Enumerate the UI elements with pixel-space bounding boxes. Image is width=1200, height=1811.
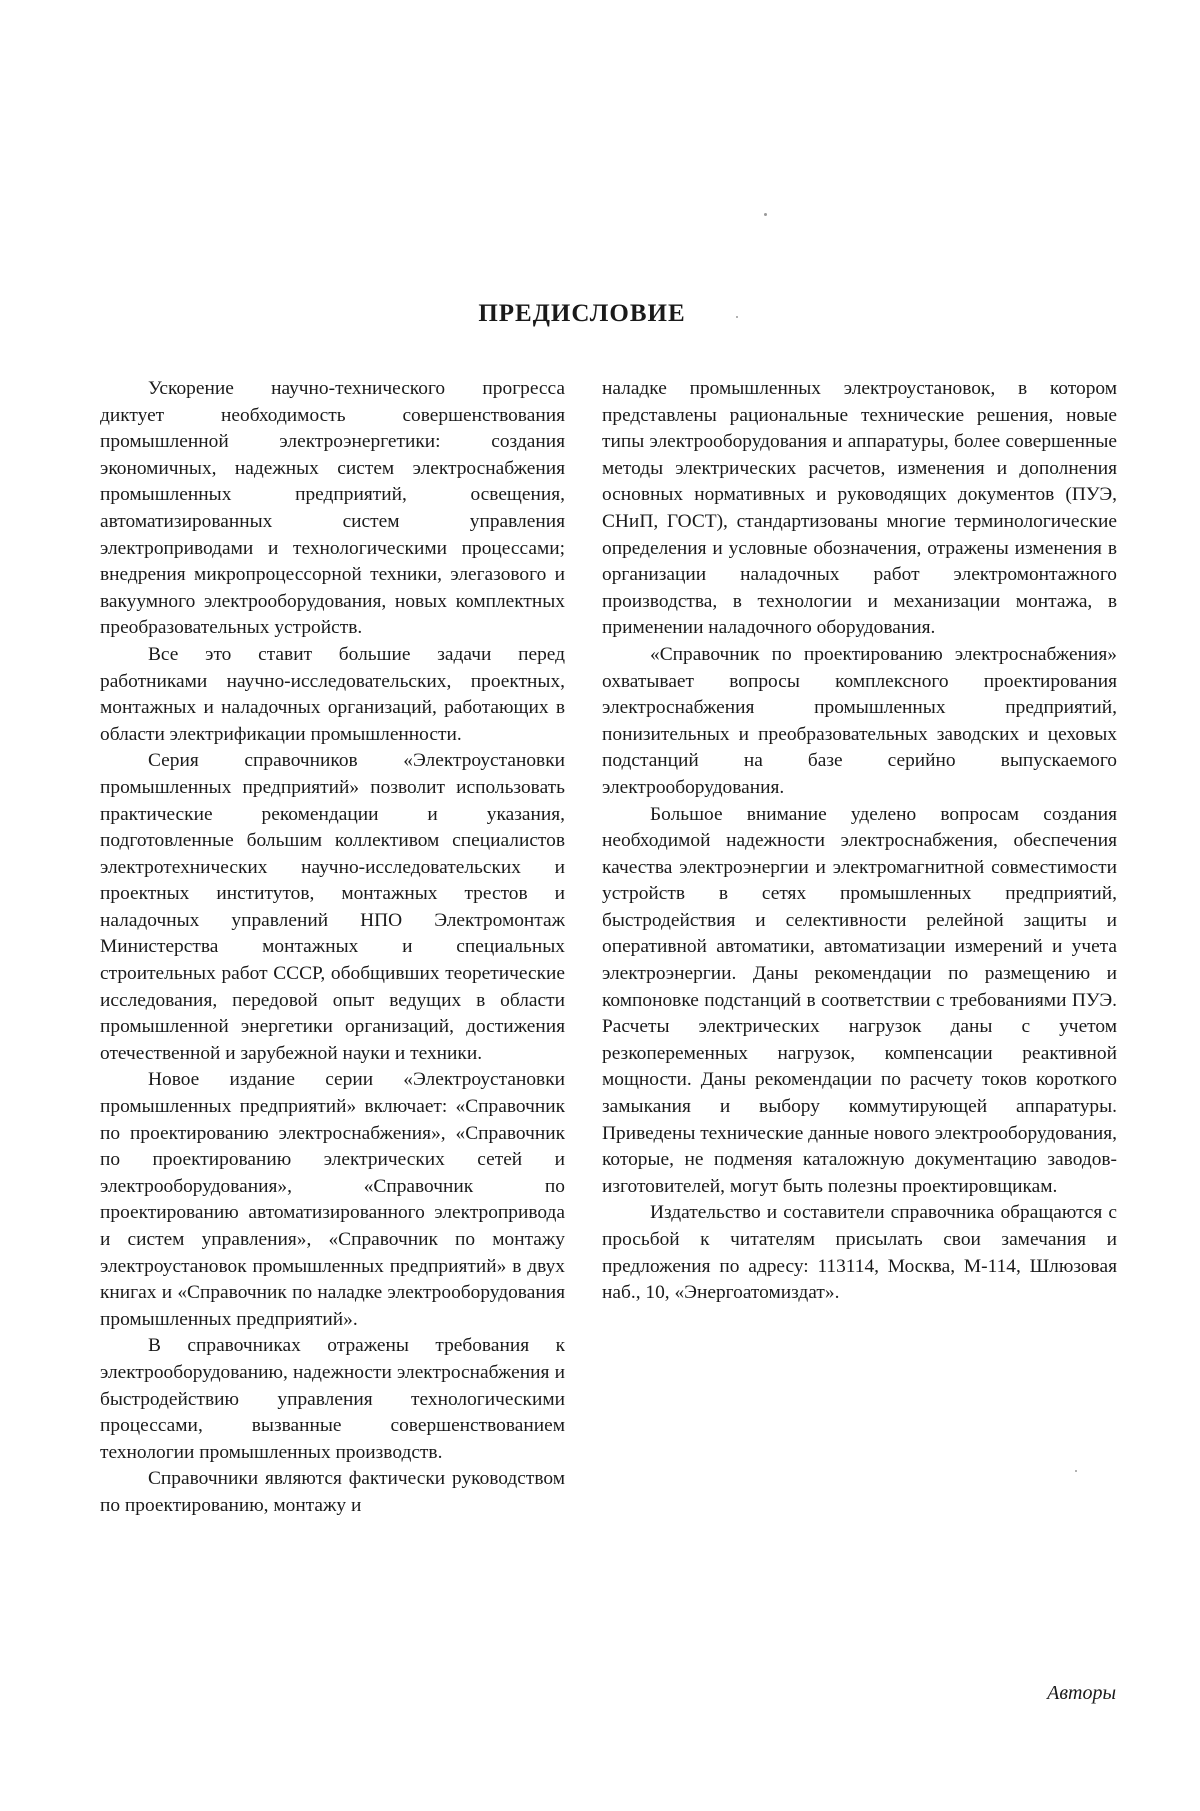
paragraph: В справочниках отражены требования к электрооборудованию, надежности электроснабжения и быстродействию управления технологическими процессами, вызванные совершенствованием технологии промышленных производств. — [100, 1335, 565, 1463]
right-column — [602, 376, 1117, 1307]
paragraph-continued: наладке промышленных электроустановок, в котором представлены рациональные технические решения, новые типы электрооборудования и аппаратуры, более совершенные методы электрических расчетов, изменения и дополнения основных нормативных и руководящих документов (ПУЭ, СНиП, ГОСТ), стандартизованы многие терминологические определения и условные обозначения, отражены изменения в организации наладочных работ электромонтажного производства, в технологии и механизации монтажа, в применении наладочного оборудования. — [602, 378, 1117, 639]
paragraph: Серия справочников «Электроустановки промышленных предприятий» позволит использовать практические рекомендации и указания, подготовленные большим коллективом специалистов электротехнических научно-исследовательских и проектных институтов, монтажных трестов и наладочных управлений НПО Электромонтаж Министерства монтажных и специальных строительных работ СССР, обобщивших теоретические исследования, передовой опыт ведущих в области промышленной энергетики организаций, достижения отечественной и зарубежной науки и техники. — [100, 750, 565, 1064]
scan-speck — [764, 213, 767, 216]
authors-signature: Авторы — [1047, 1682, 1116, 1704]
left-column — [100, 376, 565, 1520]
paragraph: «Справочник по проектированию электроснабжения» охватывает вопросы комплексного проектирования электроснабжения промышленных предприятий, понизительных и преобразовательных заводских и цеховых подстанций на базе серийно выпускаемого электрооборудования. — [602, 643, 1117, 798]
scan-speck — [1075, 1470, 1077, 1472]
paragraph: Справочники являются фактически руководством по проектированию, монтажу и — [100, 1468, 565, 1516]
paragraph: Все это ставит большие задачи перед работниками научно-исследовательских, проектных, монтажных и наладочных организаций, работающих в области электрификации промышленности. — [100, 643, 565, 745]
paragraph: Ускорение научно-технического прогресса диктует необходимость совершенствования промышленной электроэнергетики: создания экономичных, надежных систем электроснабжения промышленных предприятий, освещения, автоматизированных систем управления электроприводами и технологическими процессами; внедрения микропроцессорной техники, элегазового и вакуумного электрооборудования, новых комплектных преобразовательных устройств. — [100, 378, 565, 639]
paragraph: Издательство и составители справочника обращаются с просьбой к читателям присылать свои замечания и предложения по адресу: 113114, Москва, М-114, Шлюзовая наб., 10, «Энергоатомиздат». — [602, 1202, 1117, 1304]
paragraph: Новое издание серии «Электроустановки промышленных предприятий» включает: «Справочник по проектированию электроснабжения», «Справочник по проектированию электрических сетей и электрооборудования», «Справочник по проектированию автоматизированного электропривода и систем управления», «Справочник по монтажу электроустановок промышленных предприятий» в двух книгах и «Справочник по наладке электрооборудования промышленных предприятий». — [100, 1069, 565, 1330]
paragraph: Большое внимание уделено вопросам создания необходимой надежности электроснабжения, обеспечения качества электроэнергии и электромагнитной совместимости устройств в сетях промышленных предприятий, быстродействия и селективности релейной защиты и оперативной автоматики, автоматизации измерений и учета электроэнергии. Даны рекомендации по размещению и компоновке подстанций в соответствии с требованиями ПУЭ. Расчеты электрических нагрузок даны с учетом резкопеременных нагрузок, компенсации реактивной мощности. Даны рекомендации по расчету токов короткого замыкания и выбору коммутирующей аппаратуры. Приведены технические данные нового электрооборудования, которые, не подменяя каталожную документацию заводов-изготовителей, могут быть полезны проектировщикам. — [602, 803, 1117, 1197]
page-title: ПРЕДИСЛОВИЕ — [478, 300, 686, 327]
